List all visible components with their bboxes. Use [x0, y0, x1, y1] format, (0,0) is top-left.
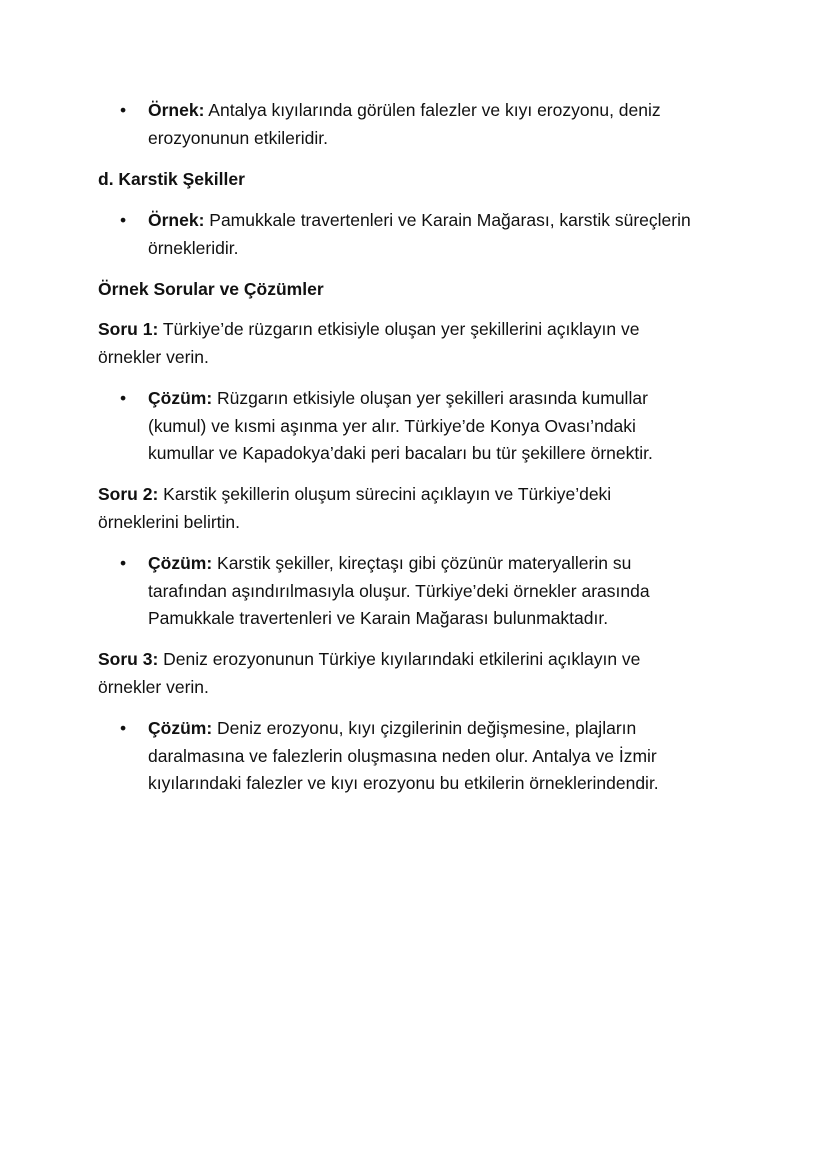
list-item-text: Örnek: Antalya kıyılarında görülen falezler ve kıyı erozyonu, deniz erozyonunun etkileridir.	[148, 100, 661, 148]
answer-1	[120, 385, 700, 468]
answer-label: Çözüm:	[148, 388, 213, 408]
item-label: Örnek:	[148, 210, 205, 230]
bullet-icon: •	[120, 388, 127, 408]
list-item-text: Çözüm: Deniz erozyonu, kıyı çizgilerinin değişmesine, plajların daralmasına ve falezlerin oluşmasına neden olur. Antalya ve İzmir kıyılarındaki falezler ve kıyı erozyonu bu etkilerin örneklerindendir.	[148, 718, 659, 793]
list-item-ornek-antalya	[120, 97, 700, 152]
question-2: Soru 2: Karstik şekillerin oluşum sürecini açıklayın ve Türkiye’deki örneklerini belirtin.	[98, 484, 612, 532]
answer-label: Çözüm:	[148, 718, 213, 738]
bullet-icon: •	[120, 718, 127, 738]
question-3: Soru 3: Deniz erozyonunun Türkiye kıyılarındaki etkilerini açıklayın ve örnekler verin.	[98, 649, 641, 697]
question-label: Soru 2:	[98, 484, 159, 504]
section-heading-sorular: Örnek Sorular ve Çözümler	[98, 279, 324, 299]
bullet-icon: •	[120, 553, 127, 573]
bullet-icon: •	[120, 210, 127, 230]
answer-label: Çözüm:	[148, 553, 213, 573]
list-item-text: Örnek: Pamukkale travertenleri ve Karain Mağarası, karstik süreçlerin örnekleridir.	[148, 210, 691, 258]
list-item-ornek-pamukkale	[120, 207, 740, 262]
answer-2	[120, 550, 700, 633]
section-heading-karstik: d. Karstik Şekiller	[98, 169, 245, 189]
list-item-text: Çözüm: Karstik şekiller, kireçtaşı gibi çözünür materyallerin su tarafından aşındırılmasıyla oluşur. Türkiye’deki örnekler arasında Pamukkale travertenleri ve Karain Mağarası bulunmaktadır.	[148, 553, 650, 628]
question-1: Soru 1: Türkiye’de rüzgarın etkisiyle oluşan yer şekillerini açıklayın ve örnekler verin.	[98, 319, 640, 367]
item-label: Örnek:	[148, 100, 205, 120]
list-item-text: Çözüm: Rüzgarın etkisiyle oluşan yer şekilleri arasında kumullar (kumul) ve kısmi aşınma yer alır. Türkiye’de Konya Ovası’ndaki kumullar ve Kapadokya’daki peri bacaları bu tür şekillere örnektir.	[148, 388, 653, 463]
question-label: Soru 3:	[98, 649, 159, 669]
answer-3	[120, 715, 710, 798]
question-label: Soru 1:	[98, 319, 159, 339]
bullet-icon: •	[120, 100, 127, 120]
